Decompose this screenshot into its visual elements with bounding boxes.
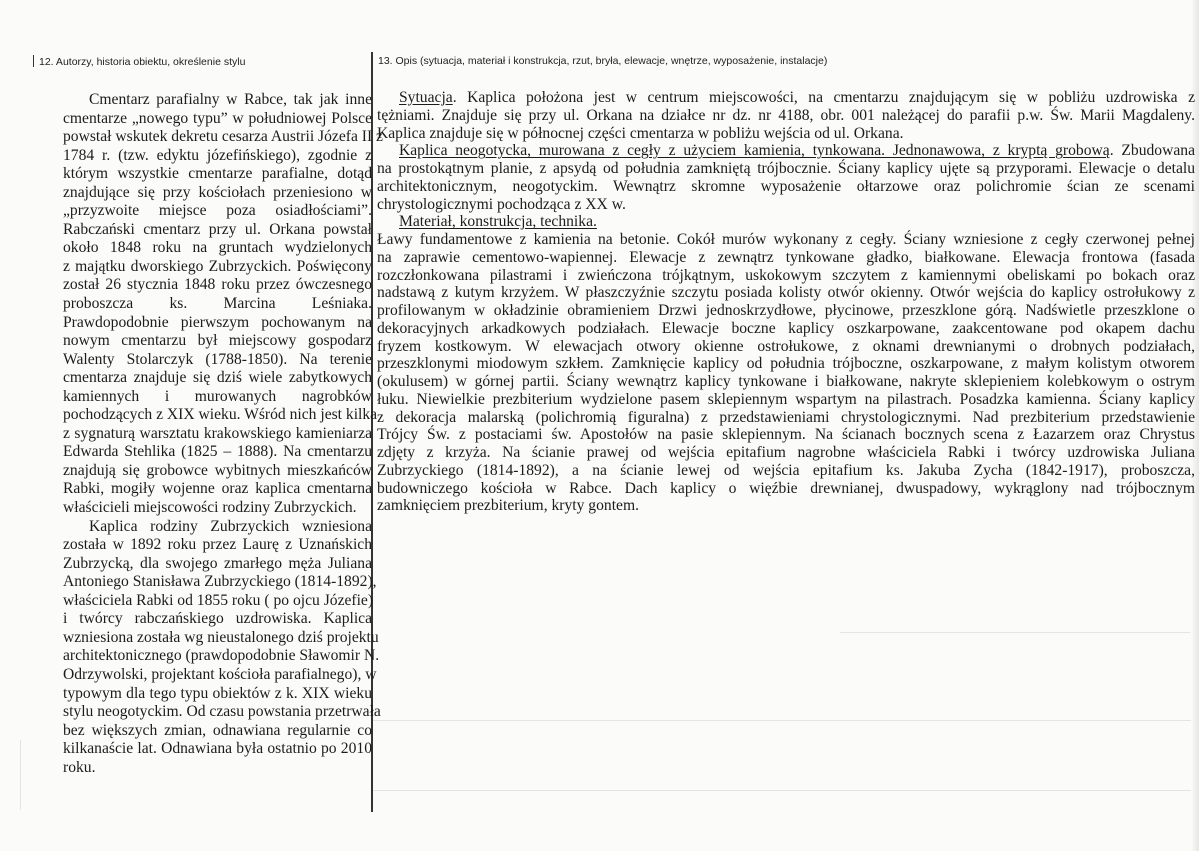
underlined-heading: Kaplica neogotycka, murowana z cegły z użyciem kamienia, tynkowana. Jednonawowa, z kryptą grobową <box>399 142 1110 160</box>
text-line: Rabczański cmentarz przy ul. Orkana powstał <box>63 220 372 238</box>
text-line: 1784 r. (tzw. edyktu józefińskiego), zgodnie z <box>63 146 372 164</box>
text-line <box>377 426 1195 444</box>
text-segment: na prostokątnym planie, z apsydą od południa zamkniętą trójbocznie. Ściany kaplicy ujęte są przyporami. Elewacje o detalu <box>377 160 1195 177</box>
text-segment: zdjęty z krzyża. Na ścianie prawej od wejścia epitafium nagrobne właściciela Rabki i twórcy uzdrowiska Juliana <box>377 444 1195 461</box>
text-segment: fryzem kostkowym. W elewacjach otwory okienne ostrołukowe, z oknami drewnianymi o drobnych podziałach, <box>377 337 1195 355</box>
text-line <box>377 391 1195 409</box>
text-line <box>377 444 1195 462</box>
text-segment: przeszklonymi miodowym szkłem. Zamknięcie kaplicy od południa trójboczne, oszkarpowane, z małym kolistym otworem <box>377 355 1195 373</box>
text-line: została w 1892 roku przez Laurę z Uznańskich <box>63 536 372 554</box>
text-line: kilkanaście lat. Odnawiana była ostatnio po 2010 <box>63 740 372 758</box>
bleed-through-line <box>372 720 1192 721</box>
text-line <box>377 302 1195 320</box>
text-segment: na zaprawie cementowo-wapiennej. Elewacje z zewnątrz tynkowane gładko, białkowane. Elewacja frontowa (fasada <box>377 248 1195 266</box>
bleed-through-line <box>840 632 1190 633</box>
text-line <box>377 267 1195 285</box>
text-line: Walenty Stolarczyk (1788-1850). Na terenie <box>63 350 372 368</box>
text-line <box>377 373 1195 391</box>
text-segment: (okulusem) w górnej partii. Ściany wewnątrz kaplicy tynkowane i białkowane, nakryte sklepieniem kolebkowym o ostrym <box>377 373 1195 390</box>
text-line: Rabki, mogiły wojenne oraz kaplica cmentarna <box>63 480 372 498</box>
text-segment: zamknięciem prezbiterium, kryty gontem. <box>377 497 639 515</box>
text-line: roku. <box>63 758 96 776</box>
text-segment: z dekoracja malarską (polichromią figuralna) z przedstawieniami chrystologicznymi. Nad prezbiterium przedstawienie <box>377 408 1195 426</box>
text-line <box>377 142 1195 160</box>
text-line: Antoniego Stanisława Zubrzyckiego (1814-1892), <box>63 573 377 591</box>
text-segment: tężniami. Znajduje się przy ul. Orkana na działce nr dz. nr 4188, obr. 001 należącej do parafii p.w. Św. Marii Magdaleny. <box>377 106 1195 124</box>
text-line: znajdują się grobowce wybitnych mieszkańców <box>63 461 372 479</box>
text-line: właścicieli miejscowości rodziny Zubrzyckich. <box>63 499 357 517</box>
text-segment: Trójcy Św. z postaciami św. Apostołów na pasie sklepiennym. Na ścianach bocznych scena z Łazarzem oraz Chrystus <box>377 426 1195 444</box>
text-line: właściciela Rabki od 1855 roku ( po ojcu Józefie) <box>63 591 374 609</box>
text-segment: Ławy fundamentowe z kamienia na betonie. Cokół murów wykonany z cegły. Ściany wzniesione z cegły czerwonej pełnej <box>377 231 1195 248</box>
text-line: został 26 stycznia 1848 roku przez ówczesnego <box>63 276 372 294</box>
text-line: Kaplica rodziny Zubrzyckich wzniesiona <box>89 517 372 535</box>
bleed-through-line <box>20 740 21 810</box>
text-line <box>377 338 1195 356</box>
text-line: wzniesiona została wg nieustalonego dziś projektu <box>63 628 379 646</box>
text-line <box>377 125 1195 143</box>
text-line <box>377 284 1195 302</box>
text-segment: rozczłonkowana pilastrami i zwieńczona trójkątnym, uskokowym szczytem z kamiennymi obeliskami po bokach oraz <box>377 266 1195 284</box>
text-line <box>377 497 1195 515</box>
bleed-through-line <box>372 790 1192 791</box>
text-line: Prawdopodobnie pierwszym pochowanym na <box>63 313 372 331</box>
text-line: Odrzywolski, projektant kościoła parafialnego), w <box>63 665 377 683</box>
section-12-heading: 12. Autorzy, historia obiektu, określenie stylu <box>33 55 245 68</box>
text-segment: nadstawą z kutym krzyżem. W płaszczyźnie szczytu posiada kolisty otwór okienny. Otwór wejścia do kaplicy ostrołukowy z <box>377 284 1195 302</box>
text-line: którym wszystkie cmentarze parafialne, dotąd <box>63 165 372 183</box>
text-line: z majątku dworskiego Zubrzyckich. Poświęcony <box>63 257 372 275</box>
text-line <box>377 480 1195 498</box>
text-line: architektonicznego (prawdopodobnie Sławomir N. <box>63 647 380 665</box>
text-line <box>377 178 1195 196</box>
text-line <box>377 89 1195 107</box>
text-line: około 1848 roku na gruntach wydzielonych <box>63 239 372 257</box>
text-line: typowym dla tego typu obiektów z k. XIX wieku <box>63 684 372 702</box>
text-segment: łuku. Niewielkie prezbiterium wydzielone pasem sklepiennym wspartym na pilastrach. Posadzka kamienna. Ściany kaplicy <box>377 390 1195 408</box>
text-segment: profilowanym w okładzinie obramieniem Drzwi jednoskrzydłowe, płycinowe, przeszklone górą. Nadświetle przeszklone o <box>377 302 1195 319</box>
text-line: cmentarza znajduje się dziś wiele zabytkowych <box>63 369 372 387</box>
text-line <box>377 196 1195 214</box>
text-line <box>377 249 1195 267</box>
text-segment: . Kaplica położona jest w centrum miejscowości, na cmentarzu znajdującym się w pobliżu uzdrowiska z <box>452 89 1195 106</box>
text-line <box>377 409 1195 427</box>
text-line <box>377 462 1195 480</box>
text-line <box>377 320 1195 338</box>
text-line: kamiennych i murowanych nagrobków <box>63 387 372 405</box>
description-text-column <box>377 89 1195 515</box>
text-segment: architektonicznym, neogotyckim. Wewnątrz skromne wyposażenie ołtarzowe oraz polichromie ścian ze scenami <box>377 177 1195 195</box>
section-13-heading: 13. Opis (sytuacja, materiał i konstrukcja, rzut, bryła, elewacje, wnętrze, wyposażenie, instalacje) <box>378 55 828 67</box>
underlined-heading: Sytuacja <box>399 89 453 106</box>
text-line: Cmentarz parafialny w Rabce, tak jak inne <box>89 91 372 108</box>
text-line: stylu neogotyckim. Od czasu powstania przetrwała <box>63 703 381 721</box>
text-segment: Kaplica znajduje się w północnej części cmentarza w pobliżu wejścia od ul. Orkana. <box>377 124 904 142</box>
text-line: i twórcy rabczańskiego uzdrowiska. Kaplica <box>63 610 372 628</box>
history-text-column <box>63 91 383 777</box>
text-line <box>377 213 1195 231</box>
text-segment: Zubrzyckiego (1814-1892), a na ścianie lewej od wejścia epitafium ks. Jakuba Zycha (1842-1917), proboszcza, <box>377 461 1195 479</box>
text-segment: dekoracyjnych arkadkowych podziałach. Elewacje boczne kaplicy oszkarpowane, zaakcentowane pod okapem dachu <box>377 319 1195 337</box>
text-line: „przyzwoite miejsce poza osiadłościami”. <box>63 202 372 220</box>
text-line: cmentarze „nowego typu” w południowej Polsce <box>63 109 372 127</box>
text-segment: . Zbudowana <box>1109 142 1195 160</box>
text-line: proboszcza ks. Marcina Leśniaka. <box>63 295 372 313</box>
text-line: pochodzących z XIX wieku. Wśród nich jest kilka <box>63 406 378 424</box>
text-line <box>377 231 1195 249</box>
text-line: powstał wskutek dekretu cesarza Austrii Józefa II z <box>63 128 383 146</box>
underlined-heading: Materiał, konstrukcja, technika. <box>399 213 597 231</box>
text-line <box>377 160 1195 178</box>
paragraph <box>63 91 383 518</box>
text-line: bez większych zmian, odnawiana regularnie co <box>63 721 372 739</box>
text-segment: chrystologicznymi pochodząca z XX w. <box>377 195 626 213</box>
text-line <box>377 355 1195 373</box>
text-line: z sygnaturą warsztatu krakowskiego kamieniarza <box>63 424 372 442</box>
paragraph <box>63 517 381 778</box>
text-line: nowym cmentarzu był miejscowy gospodarz <box>63 332 372 350</box>
text-line: znajdujące się przy kościołach przeniesiono w <box>63 183 372 201</box>
text-line: Edwarda Stehlika (1825 – 1888). Na cmentarzu <box>63 443 372 461</box>
text-line: Zubrzycką, dla swojego zmarłego męża Juliana <box>63 554 372 572</box>
text-segment: budowniczego kościoła w Rabce. Dach kaplicy o więźbie drewnianej, dwuspadowy, wykrąglony nad trójbocznym <box>377 479 1195 497</box>
text-line <box>377 107 1195 125</box>
